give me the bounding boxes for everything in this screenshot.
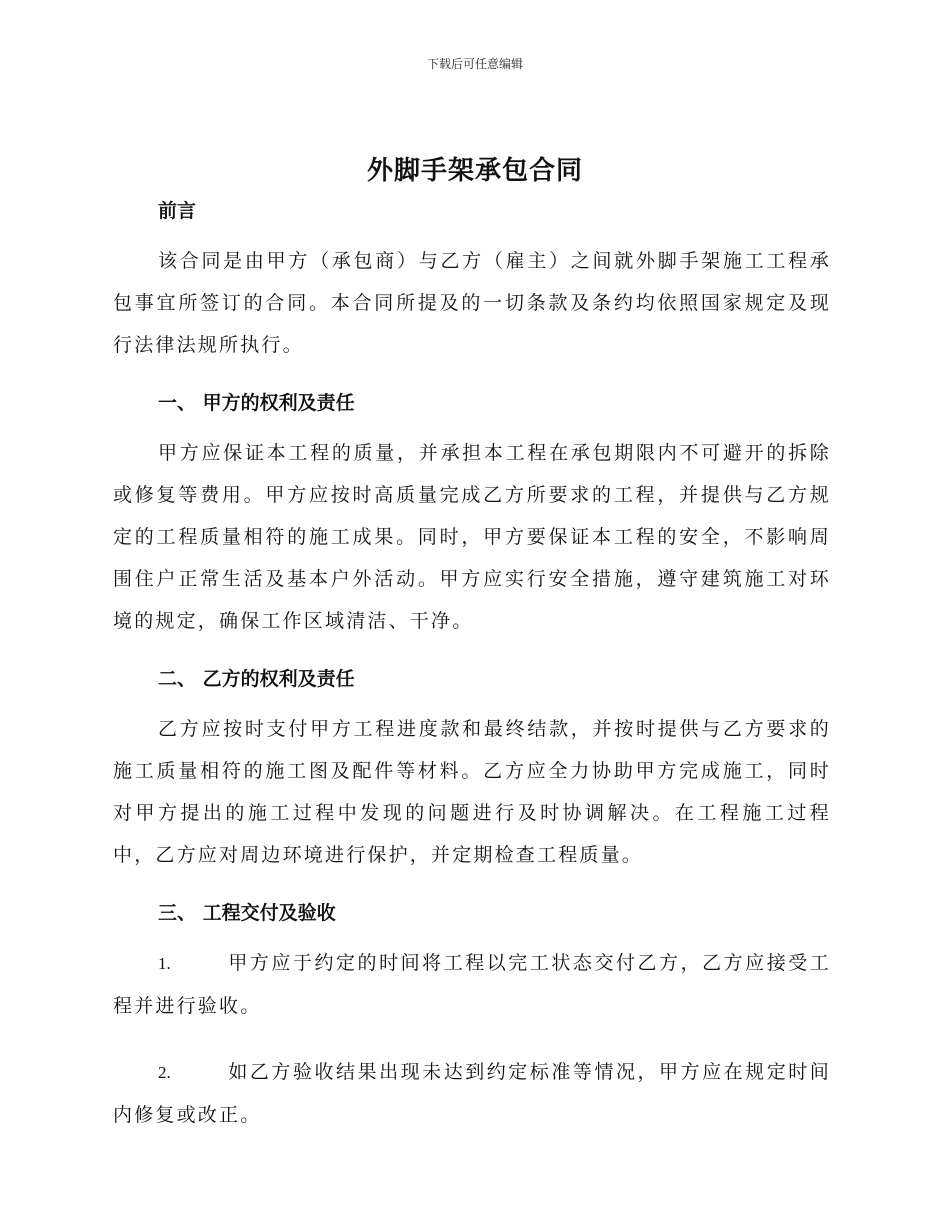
item-text: 甲方应于约定的时间将工程以完工状态交付乙方，乙方应接受工程并进行验收。 [113,952,831,1017]
delivery-item [113,942,831,1027]
item-number: 1. [158,954,171,973]
document-body [113,196,831,1136]
preface-heading: 前言 [158,200,197,222]
delivery-heading: 三、 工程交付及验收 [158,902,336,924]
delivery-item [113,1051,831,1136]
document-title: 外脚手架承包合同 [366,156,583,186]
party-a-heading: 一、 甲方的权利及责任 [158,392,355,414]
item-number: 2. [158,1063,171,1082]
item-text: 如乙方验收结果出现未达到约定标准等情况，甲方应在规定时间内修复或改正。 [113,1061,831,1126]
page-header-note: 下载后可任意编辑 [426,57,523,71]
preface-paragraph: 该合同是由甲方（承包商）与乙方（雇主）之间就外脚手架施工工程承包事宜所签订的合同。本合同所提及的一切条款及条约均依照国家规定及现行法律法规所执行。 [113,250,831,356]
party-b-heading: 二、 乙方的权利及责任 [158,668,355,690]
party-a-paragraph: 甲方应保证本工程的质量，并承担本工程在承包期限内不可避开的拆除或修复等费用。甲方应按时高质量完成乙方所要求的工程，并提供与乙方规定的工程质量相符的施工成果。同时，甲方要保证本工程的安全，不影响周围住户正常生活及基本户外活动。甲方应实行安全措施，遵守建筑施工对环境的规定，确保工作区域清洁、干净。 [113,442,831,632]
party-b-paragraph: 乙方应按时支付甲方工程进度款和最终结款，并按时提供与乙方要求的施工质量相符的施工图及配件等材料。乙方应全力协助甲方完成施工，同时对甲方提出的施工过程中发现的问题进行及时协调解决。在工程施工过程中，乙方应对周边环境进行保护，并定期检查工程质量。 [113,718,831,866]
